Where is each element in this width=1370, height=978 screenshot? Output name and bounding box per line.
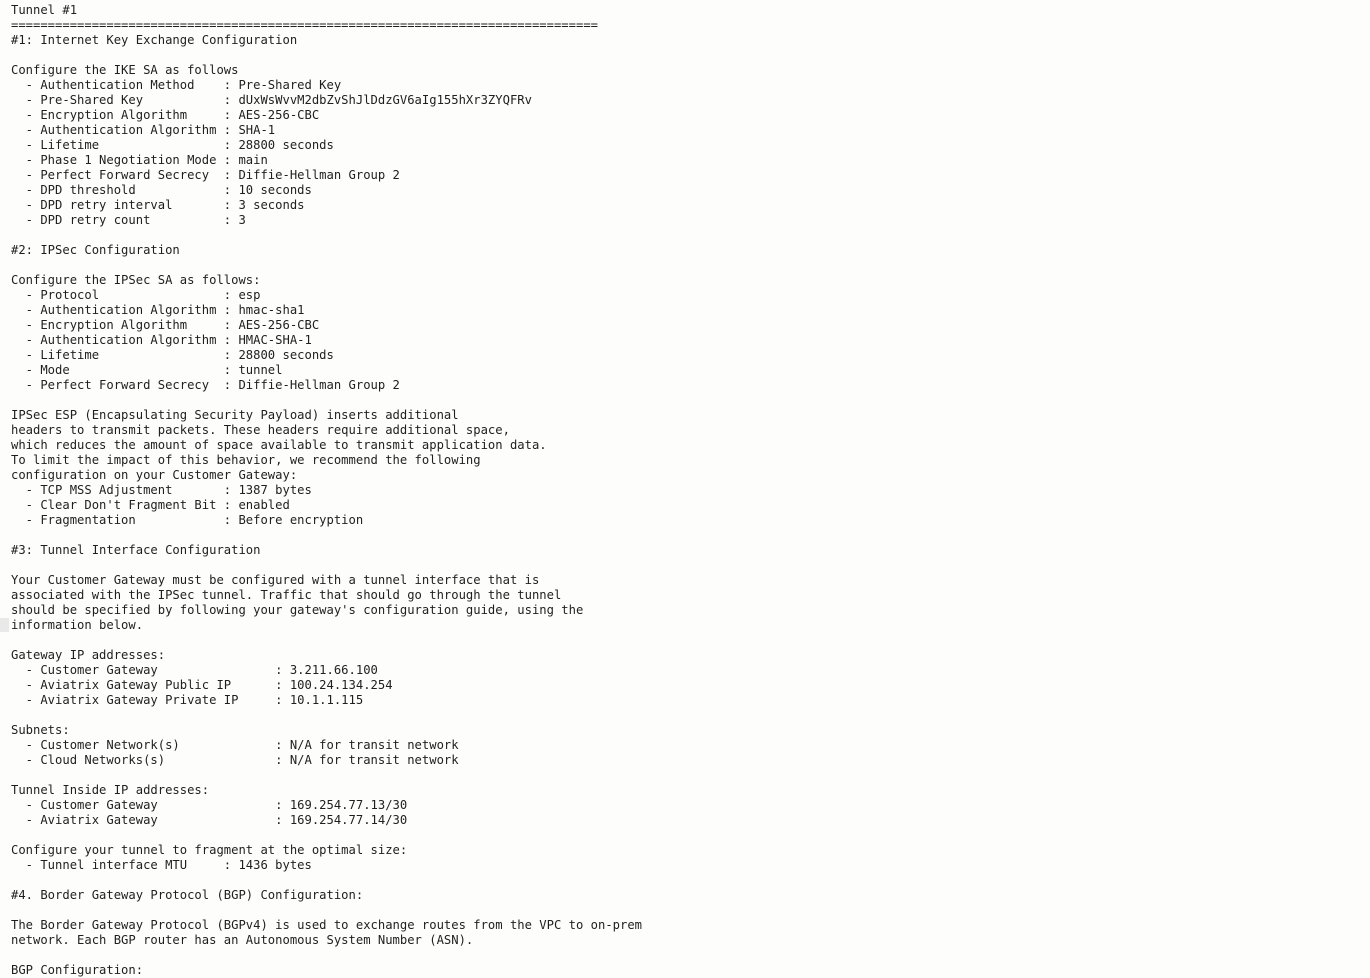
document-line <box>11 708 642 723</box>
document-line: - Phase 1 Negotiation Mode : main <box>11 153 268 167</box>
document-line: - Aviatrix Gateway : 169.254.77.14/30 <box>11 813 408 827</box>
document-line: To limit the impact of this behavior, we recommend the following <box>11 453 481 467</box>
document-line <box>11 633 642 648</box>
document-line: - DPD retry count : 3 <box>11 213 246 227</box>
document-line: - Lifetime : 28800 seconds <box>11 138 334 152</box>
document-line: associated with the IPSec tunnel. Traffic that should go through the tunnel <box>11 588 562 602</box>
document-line: Configure the IPSec SA as follows: <box>11 273 261 287</box>
document-line: network. Each BGP router has an Autonomous System Number (ASN). <box>11 933 474 947</box>
document-line <box>11 228 642 243</box>
document-line: - Encryption Algorithm : AES-256-CBC <box>11 318 320 332</box>
document-line: - Authentication Algorithm : hmac-sha1 <box>11 303 305 317</box>
document-line <box>11 903 642 918</box>
document-line: - Aviatrix Gateway Public IP : 100.24.134.254 <box>11 678 393 692</box>
document-line: - Pre-Shared Key : dUxWsWvvM2dbZvShJlDdzGV6aIg155hXr3ZYQFRv <box>11 93 532 107</box>
document-line: should be specified by following your gateway's configuration guide, using the <box>11 603 584 617</box>
document-line <box>11 873 642 888</box>
document-line: - Clear Don't Fragment Bit : enabled <box>11 498 290 512</box>
document-line: #4. Border Gateway Protocol (BGP) Configuration: <box>11 888 364 902</box>
document-line <box>11 258 642 273</box>
document-line: Tunnel Inside IP addresses: <box>11 783 210 797</box>
document-line: configuration on your Customer Gateway: <box>11 468 298 482</box>
document-line: The Border Gateway Protocol (BGPv4) is used to exchange routes from the VPC to on-prem <box>11 918 643 932</box>
document-line: Configure your tunnel to fragment at the optimal size: <box>11 843 408 857</box>
document-line: Subnets: <box>11 723 70 737</box>
document-line: - Encryption Algorithm : AES-256-CBC <box>11 108 320 122</box>
document-line: ================================================================================ <box>11 18 598 32</box>
document-line <box>11 828 642 843</box>
document-line: - DPD retry interval : 3 seconds <box>11 198 305 212</box>
document-line: which reduces the amount of space available to transmit application data. <box>11 438 547 452</box>
document-line <box>11 948 642 963</box>
document-line: - DPD threshold : 10 seconds <box>11 183 312 197</box>
document-line: - Aviatrix Gateway Private IP : 10.1.1.115 <box>11 693 364 707</box>
document-line: IPSec ESP (Encapsulating Security Payload) inserts additional <box>11 408 459 422</box>
document-line <box>11 393 642 408</box>
document-line <box>11 528 642 543</box>
document-line: - TCP MSS Adjustment : 1387 bytes <box>11 483 312 497</box>
document-line: Tunnel #1 <box>11 3 78 17</box>
document-line: Your Customer Gateway must be configured with a tunnel interface that is <box>11 573 540 587</box>
document-line: - Customer Gateway : 169.254.77.13/30 <box>11 798 408 812</box>
document-line: information below. <box>11 618 144 632</box>
document-line: - Perfect Forward Secrecy : Diffie-Hellman Group 2 <box>11 168 400 182</box>
document-line: #3: Tunnel Interface Configuration <box>11 543 261 557</box>
document-line: Gateway IP addresses: <box>11 648 166 662</box>
document-line <box>11 558 642 573</box>
document-line: - Customer Network(s) : N/A for transit network <box>11 738 459 752</box>
document-line: headers to transmit packets. These headers require additional space, <box>11 423 510 437</box>
document-line: - Authentication Algorithm : SHA-1 <box>11 123 276 137</box>
document-line: #2: IPSec Configuration <box>11 243 180 257</box>
document-line: - Authentication Method : Pre-Shared Key <box>11 78 342 92</box>
document-line <box>11 48 642 63</box>
document-line: BGP Configuration: <box>11 963 144 977</box>
configuration-document <box>11 3 642 978</box>
document-line: - Perfect Forward Secrecy : Diffie-Hellman Group 2 <box>11 378 400 392</box>
document-line: - Fragmentation : Before encryption <box>11 513 364 527</box>
document-line: - Authentication Algorithm : HMAC-SHA-1 <box>11 333 312 347</box>
document-line: #1: Internet Key Exchange Configuration <box>11 33 298 47</box>
document-line: - Lifetime : 28800 seconds <box>11 348 334 362</box>
document-line: - Cloud Networks(s) : N/A for transit network <box>11 753 459 767</box>
document-line: - Customer Gateway : 3.211.66.100 <box>11 663 378 677</box>
document-line: - Tunnel interface MTU : 1436 bytes <box>11 858 312 872</box>
document-line: Configure the IKE SA as follows <box>11 63 239 77</box>
gutter-marker <box>0 618 9 632</box>
document-line: - Mode : tunnel <box>11 363 283 377</box>
document-line: - Protocol : esp <box>11 288 261 302</box>
document-line <box>11 768 642 783</box>
